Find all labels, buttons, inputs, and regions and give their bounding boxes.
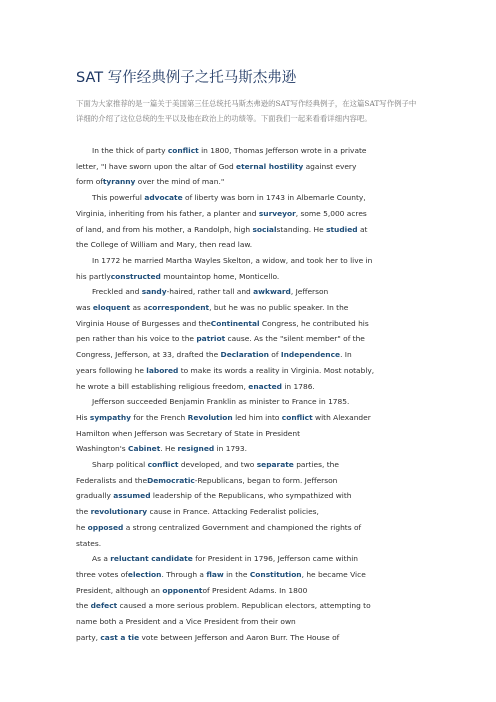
text-run: , Jefferson	[290, 287, 329, 297]
text-run: -haired, rather tall and	[166, 287, 254, 297]
keyword: Democratic	[147, 475, 195, 485]
body-line	[76, 520, 428, 536]
body-line	[76, 143, 428, 159]
keyword: opponent	[162, 585, 203, 595]
body-line	[76, 504, 428, 520]
body-line	[76, 363, 428, 379]
text-run: the	[76, 507, 91, 517]
body-line	[76, 473, 428, 489]
body-line	[76, 331, 428, 347]
text-run: over the mind of man."	[135, 177, 225, 187]
text-run: Virginia House of Burgesses and the	[76, 318, 211, 328]
keyword: eloquent	[92, 303, 131, 313]
text-run: as a	[130, 303, 148, 313]
text-run: was	[76, 303, 93, 313]
keyword: enacted	[248, 381, 282, 391]
text-run: the	[76, 601, 91, 611]
keyword: surveyor	[258, 208, 296, 218]
text-run: he wrote a bill establishing religious freedom,	[76, 381, 249, 391]
text-run: This powerful	[92, 193, 145, 203]
keyword: correspondent	[147, 303, 210, 313]
text-run: Washington's	[76, 444, 128, 454]
text-run: led him into	[232, 412, 282, 422]
body-line	[76, 269, 428, 285]
text-run: party,	[76, 632, 101, 642]
text-run: . Through a	[161, 569, 207, 579]
keyword: resigned	[177, 444, 215, 454]
keyword: flaw	[206, 569, 224, 579]
body-line	[76, 347, 428, 363]
text-run: years following he	[76, 365, 147, 375]
body-line	[76, 394, 428, 410]
text-run: President, although an	[76, 585, 163, 595]
body-line	[76, 426, 428, 442]
keyword: separate	[256, 460, 294, 470]
text-run: in 1800, Thomas Jefferson wrote in a private	[198, 146, 367, 155]
text-run: in 1786.	[281, 381, 315, 391]
keyword: sympathy	[89, 412, 131, 422]
text-run: of	[268, 350, 281, 360]
body-line	[76, 379, 428, 395]
keyword: election	[127, 569, 162, 579]
text-run: Federalists and the	[76, 475, 148, 485]
keyword: assumed	[113, 491, 151, 501]
text-run: at	[357, 224, 368, 234]
body-line	[76, 457, 428, 473]
body-line	[76, 300, 428, 316]
text-run: -Republicans, began to form. Jefferson	[194, 475, 338, 485]
keyword: constructed	[110, 271, 161, 281]
text-run: Congress, he contributed his	[259, 318, 369, 328]
body-line	[76, 222, 428, 238]
text-run: pen rather than his voice to the	[76, 334, 197, 344]
body-line	[76, 551, 428, 567]
body-line	[76, 441, 428, 457]
text-run: . In	[340, 350, 352, 360]
text-run: three votes of	[76, 569, 128, 579]
text-run: . He	[160, 444, 178, 454]
text-run: , but he was no public speaker. In the	[209, 303, 349, 313]
text-run: Congress, Jefferson, at 33, drafted the	[76, 350, 221, 360]
text-run: leadership of the Republicans, who sympathized with	[150, 491, 352, 501]
text-run: against every	[303, 161, 357, 171]
text-run: for President in 1796, Jefferson came within	[192, 554, 359, 564]
text-run: of President Adams. In 1800	[202, 585, 308, 595]
text-run: states.	[76, 538, 102, 548]
body-line	[76, 410, 428, 426]
keyword: cast a tie	[100, 632, 140, 642]
text-run: In the thick of party	[92, 146, 168, 155]
keyword: advocate	[144, 193, 183, 203]
text-run: for the French	[130, 412, 188, 422]
text-run: with Alexander	[312, 412, 371, 422]
document-title: SAT 写作经典例子之托马斯杰弗逊	[76, 70, 297, 86]
text-run: caused a more serious problem. Republican electors, attempting to	[117, 601, 371, 611]
keyword: reluctant candidate	[110, 554, 193, 564]
text-run: Freckled and	[92, 287, 142, 297]
text-run: a strong centralized Government and championed the rights of	[123, 522, 362, 532]
body-line	[76, 598, 428, 614]
text-run: to make its words a reality in Virginia. Most notably,	[178, 365, 375, 375]
document-body	[76, 143, 428, 646]
keyword: studied	[326, 224, 358, 234]
body-line	[76, 567, 428, 583]
text-run: gradually	[76, 491, 114, 501]
body-line	[76, 630, 428, 646]
text-run: the College of William and Mary, then read law.	[76, 240, 253, 250]
text-run: of liberty was born in 1743 in Albemarle County,	[182, 193, 366, 203]
keyword: revolutionary	[90, 507, 148, 517]
text-run: of land, and from his mother, a Randolph, high	[76, 224, 253, 234]
keyword: Independence	[280, 350, 341, 360]
body-line	[76, 253, 428, 269]
keyword: tyranny	[102, 177, 136, 187]
text-run: cause. As the "silent member" of the	[225, 334, 365, 344]
text-run: form of	[76, 177, 103, 187]
text-run: parties, the	[293, 460, 339, 470]
keyword: awkward	[253, 287, 291, 297]
body-line	[76, 536, 428, 552]
text-run: Jefferson succeeded Benjamin Franklin as minister to France in 1785.	[92, 397, 350, 407]
text-run: His	[76, 412, 90, 422]
body-line	[76, 284, 428, 300]
keyword: conflict	[281, 412, 313, 422]
text-run: Hamilton when Jefferson was Secretary of State in President	[76, 428, 301, 438]
keyword: Continental	[210, 318, 260, 328]
body-line	[76, 583, 428, 599]
keyword: eternal hostility	[236, 161, 304, 171]
text-run: cause in France. Attacking Federalist policies,	[147, 507, 319, 517]
text-run: letter, "I have sworn upon the altar of God	[76, 161, 237, 171]
body-line	[76, 206, 428, 222]
body-line	[76, 237, 428, 253]
keyword: Cabinet	[128, 444, 161, 454]
body-line	[76, 174, 428, 190]
text-run: In 1772 he married Martha Wayles Skelton, a widow, and took her to live in	[92, 255, 373, 265]
keyword: defect	[90, 601, 118, 611]
text-run: standing. He	[276, 224, 327, 234]
text-run: vote between Jefferson and Aaron Burr. The House of	[139, 632, 340, 642]
keyword: social	[252, 224, 277, 234]
text-run: Virginia, inheriting from his father, a planter and	[76, 208, 259, 218]
text-run: in 1793.	[214, 444, 248, 454]
text-run: Sharp political	[92, 460, 148, 470]
text-run: name both a President and a Vice President from their own	[76, 617, 296, 627]
body-line	[76, 159, 428, 175]
keyword: conflict	[147, 460, 179, 470]
text-run: he	[76, 522, 88, 532]
document-intro: 下面为大家推荐的是一篇关于美国第三任总统托马斯杰弗逊的SAT写作经典例子，在这篇SAT写作例子中详细的介绍了这位总统的生平以及他在政治上的功绩等。下面我们一起来看看详细内容吧。	[76, 99, 417, 123]
keyword: sandy	[141, 287, 167, 297]
text-run: in the	[223, 569, 250, 579]
keyword: Constitution	[249, 569, 302, 579]
text-run: , some 5,000 acres	[295, 208, 367, 218]
keyword: labored	[146, 365, 179, 375]
keyword: Revolution	[187, 412, 233, 422]
body-line	[76, 614, 428, 630]
text-run: As a	[92, 554, 111, 564]
keyword: conflict	[167, 146, 199, 155]
text-run: his partly	[76, 271, 111, 281]
text-run: , he became Vice	[301, 569, 366, 579]
keyword: Declaration	[220, 350, 269, 360]
keyword: opposed	[87, 522, 124, 532]
text-run: developed, and two	[178, 460, 257, 470]
text-run: mountaintop home, Monticello.	[160, 271, 280, 281]
body-line	[76, 488, 428, 504]
body-line	[76, 316, 428, 332]
keyword: patriot	[196, 334, 226, 344]
body-line	[76, 190, 428, 206]
